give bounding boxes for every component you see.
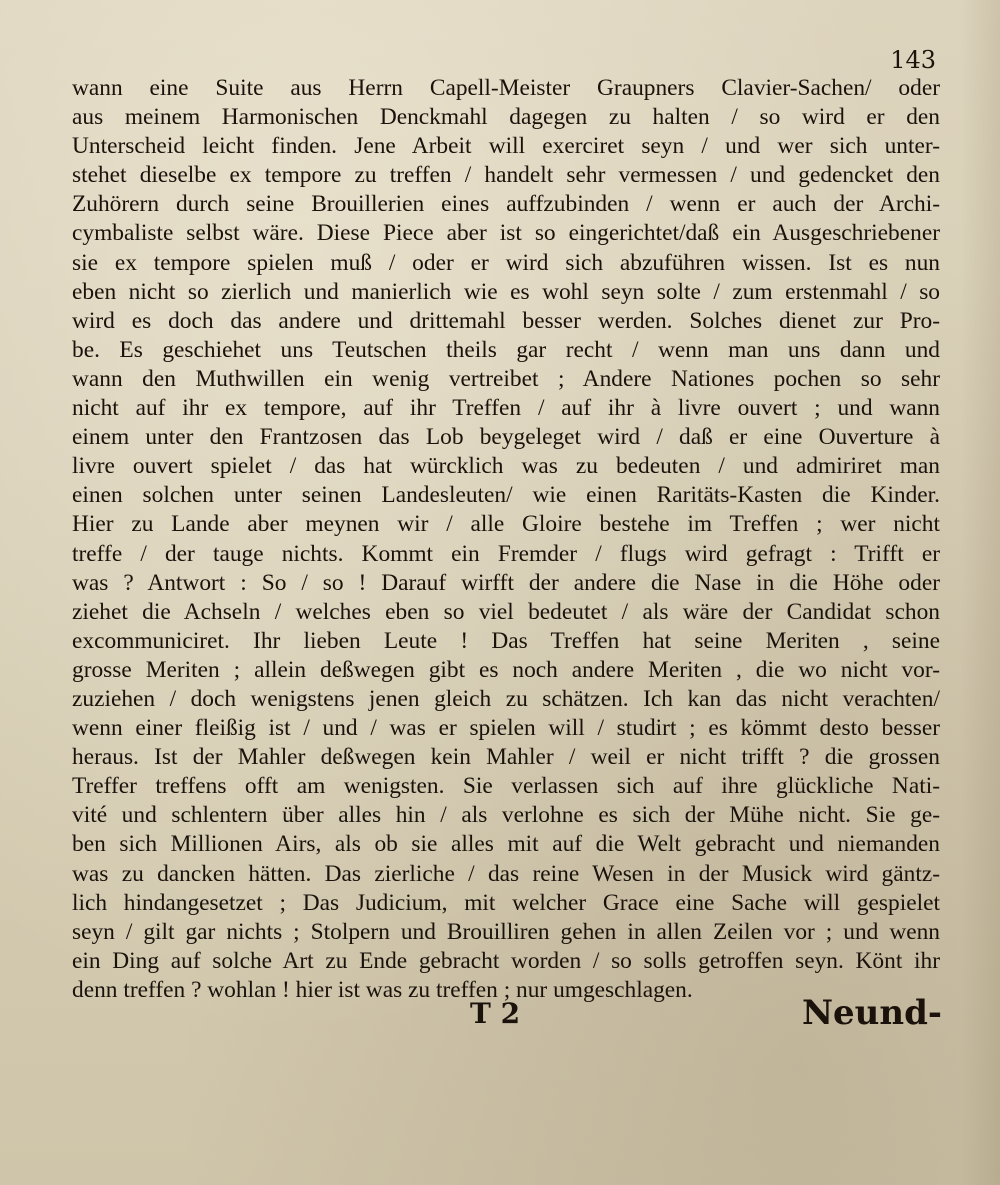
text-line: Zuhörern durch seine Brouillerien eines auffzubinden / wenn er auch der Archi- [72,191,940,218]
text-line: wenn einer fleißig ist / und / was er spielen will / studirt ; es kömmt desto besser [72,715,940,742]
text-line: vité und schlentern über alles hin / als verlohne es sich der Mühe nicht. Sie ge- [72,802,940,829]
text-line: Hier zu Lande aber meynen wir / alle Gloire bestehe im Treffen ; wer nicht [72,511,940,538]
text-line: lich hindangesetzet ; Das Judicium, mit welcher Grace eine Sache will gespielet [72,889,940,916]
text-line: einem unter den Frantzosen das Lob beygeleget wird / daß er eine Ouverture à [72,424,940,451]
catchword: Neund- [801,993,942,1033]
text-line: excommuniciret. Ihr lieben Leute ! Das Treffen hat seine Meriten , seine [72,627,940,654]
text-line: zuziehen / doch wenigstens jenen gleich zu schätzen. Ich kan das nicht verachten/ [72,685,940,712]
text-line: ziehet die Achseln / welches eben so viel bedeutet / als wäre der Candidat schon [72,598,940,625]
text-line: wann eine Suite aus Herrn Capell-Meister Graupners Clavier-Sachen/ oder [72,75,940,101]
text-line: eben nicht so zierlich und manierlich wie es wohl seyn solte / zum erstenmahl / so [72,278,940,305]
text-line: denn treffen ? wohlan ! hier ist was zu treffen ; nur umgeschlagen. [72,976,693,1003]
text-line: livre ouvert spielet / das hat würcklich was zu bedeuten / und admiriret man [72,453,940,480]
text-line: Unterscheid leicht finden. Jene Arbeit will exerciret seyn / und wer sich unter- [72,133,940,160]
body-text [72,74,940,1005]
text-line: wann den Muthwillen ein wenig vertreibet ; Andere Nationes pochen so sehr [72,365,940,392]
page-number: 143 [890,46,936,74]
text-line: heraus. Ist der Mahler deßwegen kein Mahler / weil er nicht trifft ? die grossen [72,744,940,771]
text-line: sie ex tempore spielen muß / oder er wird sich abzuführen wissen. Ist es nun [72,249,940,276]
signature-mark: T 2 [470,997,521,1030]
text-line: ben sich Millionen Airs, als ob sie alles mit auf die Welt gebracht und niemanden [72,831,940,858]
text-line: be. Es geschiehet uns Teutschen theils gar recht / wenn man uns dann und [72,336,940,363]
text-line: cymbaliste selbst wäre. Diese Piece aber ist so eingerichtet/daß ein Ausgeschriebener [72,220,940,247]
text-line: was zu dancken hätten. Das zierliche / das reine Wesen in der Musick wird gäntz- [72,860,940,887]
text-line: wird es doch das andere und drittemahl besser werden. Solches dienet zur Pro- [72,307,940,334]
text-line: treffe / der tauge nichts. Kommt ein Fremder / flugs wird gefragt : Trifft er [72,540,940,567]
text-line: stehet dieselbe ex tempore zu treffen / handelt sehr vermessen / und gedencket den [72,162,940,189]
text-line: einen solchen unter seinen Landesleuten/ wie einen Raritäts-Kasten die Kinder. [72,482,940,509]
text-line: grosse Meriten ; allein deßwegen gibt es noch andere Meriten , die wo nicht vor- [72,656,940,683]
page-edge-shadow [960,0,1000,1185]
text-line: ein Ding auf solche Art zu Ende gebracht worden / so solls getroffen seyn. Könt ihr [72,947,940,974]
text-line: was ? Antwort : So / so ! Darauf wirfft der andere die Nase in die Höhe oder [72,569,940,596]
text-line: Treffer treffens offt am wenigsten. Sie verlassen sich auf ihre glückliche Nati- [72,773,940,800]
text-line: aus meinem Harmonischen Denckmahl dagegen zu halten / so wird er den [72,104,940,131]
text-line: seyn / gilt gar nichts ; Stolpern und Brouilliren gehen in allen Zeilen vor ; und wenn [72,918,940,945]
text-line: nicht auf ihr ex tempore, auf ihr Treffen / auf ihr à livre ouvert ; und wann [72,395,940,422]
